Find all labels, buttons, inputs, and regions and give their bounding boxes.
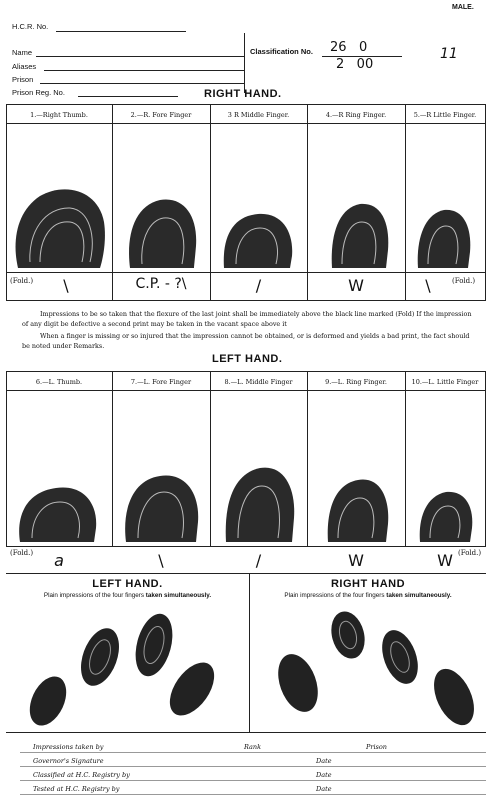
hcr-field[interactable] — [56, 31, 186, 32]
grid-vline — [405, 104, 406, 300]
governor-label: Governor's Signature — [33, 757, 104, 765]
fingerprint-left-little — [416, 486, 476, 544]
fingerprint-left-ring — [324, 474, 392, 544]
grid-vline — [307, 371, 308, 546]
plain-top-line — [6, 573, 486, 574]
fold-label-right-right: (Fold.) — [452, 277, 476, 285]
header-divider — [244, 33, 245, 93]
grid-top-line — [6, 104, 486, 105]
mark-left-7: \ — [158, 551, 164, 570]
mark-right-4: W — [348, 276, 364, 295]
finger-label-10: 10.—L. Little Finger — [411, 378, 479, 386]
fingerprint-left-fore — [122, 470, 202, 544]
grid-vline — [112, 371, 113, 546]
plain-right-fingers — [262, 605, 482, 730]
name-label: Name — [12, 48, 33, 57]
grid-vline — [210, 104, 211, 300]
right-fold-line — [6, 272, 486, 273]
finger-label-1: 1.—Right Thumb. — [30, 111, 88, 119]
mark-right-5: \ — [425, 276, 431, 295]
finger-label-9: 9.—L. Ring Finger. — [325, 378, 387, 386]
plain-left-subtitle-b: taken simultaneously. — [145, 592, 212, 599]
finger-label-6: 6.—L. Thumb. — [35, 378, 83, 386]
mark-right-2: C.P. - ?\ — [135, 276, 187, 292]
date-label-2: Date — [316, 771, 332, 779]
fingerprint-left-thumb — [16, 480, 100, 544]
finger-label-8: 8.—L. Middle Finger — [224, 378, 293, 386]
plain-right-subtitle-a: Plain impressions of the four fingers — [284, 592, 387, 599]
fingerprint-right-ring — [328, 200, 392, 270]
grid-vline — [210, 371, 211, 546]
prison-label: Prison — [12, 75, 34, 84]
fingerprint-left-middle — [222, 462, 298, 544]
fingerprint-right-middle — [220, 208, 296, 270]
mark-right-3: / — [255, 276, 262, 295]
plain-left-fingers — [20, 605, 240, 730]
hcr-label: H.C.R. No. — [12, 22, 49, 31]
instruction-paragraph-1: Impressions to be so taken that the flexure of the last joint shall be immediately above the black line marked (Fold) If the impression of any digit be defective a second print may be taken in the vacant space above it — [22, 310, 472, 328]
grid-vline — [112, 104, 113, 300]
plain-right-subtitle — [250, 592, 486, 599]
grid-vline — [6, 371, 7, 546]
footer-line-4[interactable] — [20, 794, 486, 795]
footer-line-1[interactable] — [20, 752, 486, 753]
mark-left-10: W — [437, 551, 453, 570]
rank-label: Rank — [244, 743, 262, 751]
grid-vline — [485, 104, 486, 300]
plain-right-subtitle-b: taken simultaneously. — [386, 592, 452, 599]
mark-left-8: / — [255, 551, 262, 570]
mark-left-9: W — [348, 551, 364, 570]
fold-label-left-left: (Fold.) — [10, 549, 34, 557]
name-field[interactable] — [36, 56, 244, 57]
left-grid-top-line — [6, 371, 486, 372]
classification-top: 26 0 — [330, 40, 368, 55]
finger-label-3: 3 R Middle Finger. — [227, 111, 290, 119]
plain-left-title: LEFT HAND. — [92, 578, 163, 590]
plain-left-subtitle — [6, 592, 249, 599]
mark-right-1: \ — [63, 276, 69, 295]
prison-footer-label: Prison — [366, 743, 387, 751]
left-grid-head-line — [6, 390, 486, 391]
finger-label-7: 7.—L. Fore Finger — [130, 378, 192, 386]
plain-bottom-line — [6, 732, 486, 733]
prison-field[interactable] — [40, 83, 244, 84]
footer-line-3[interactable] — [20, 780, 486, 781]
grid-vline — [307, 104, 308, 300]
fingerprint-right-thumb — [10, 182, 108, 270]
right-hand-title: RIGHT HAND. — [204, 88, 282, 100]
tested-label: Tested at H.C. Registry by — [33, 785, 120, 793]
right-bottom-line — [6, 300, 486, 301]
plain-left-subtitle-a: Plain impressions of the four fingers — [43, 592, 146, 599]
grid-vline — [405, 371, 406, 546]
classified-label: Classified at H.C. Registry by — [33, 771, 130, 779]
classification-bottom: 2 00 — [336, 57, 374, 72]
prison-reg-field[interactable] — [78, 96, 178, 97]
grid-vline — [485, 371, 486, 546]
fold-label-right-left: (Fold.) — [10, 277, 34, 285]
left-hand-title: LEFT HAND. — [212, 353, 283, 365]
instruction-paragraph-2: When a finger is missing or so injured that the impression cannot be obtained, or is deformed and yields a bad print, the fact should be noted under Remarks. — [22, 332, 470, 350]
mark-left-6: a — [54, 551, 64, 570]
finger-label-5: 5.—R Little Finger. — [413, 111, 477, 119]
grid-vline — [6, 104, 7, 300]
fold-label-left-right: (Fold.) — [458, 549, 482, 557]
left-fold-line — [6, 546, 486, 547]
aliases-label: Aliases — [12, 62, 37, 71]
finger-label-4: 4.—R Ring Finger. — [325, 111, 387, 119]
fingerprint-right-little — [414, 204, 474, 270]
date-label-3: Date — [316, 785, 332, 793]
classification-right: 11 — [440, 46, 458, 62]
footer-line-2[interactable] — [20, 766, 486, 767]
aliases-field[interactable] — [44, 70, 244, 71]
finger-label-2: 2.—R. Fore Finger — [130, 111, 192, 119]
plain-right-title: RIGHT HAND — [330, 578, 406, 590]
grid-head-line — [6, 123, 486, 124]
taken-by-label: Impressions taken by — [33, 743, 104, 751]
date-label-1: Date — [316, 757, 332, 765]
prison-reg-label: Prison Reg. No. — [12, 88, 65, 97]
male-label: MALE. — [452, 4, 474, 11]
classification-label: Classification No. — [250, 47, 313, 56]
fingerprint-right-fore — [124, 196, 200, 270]
